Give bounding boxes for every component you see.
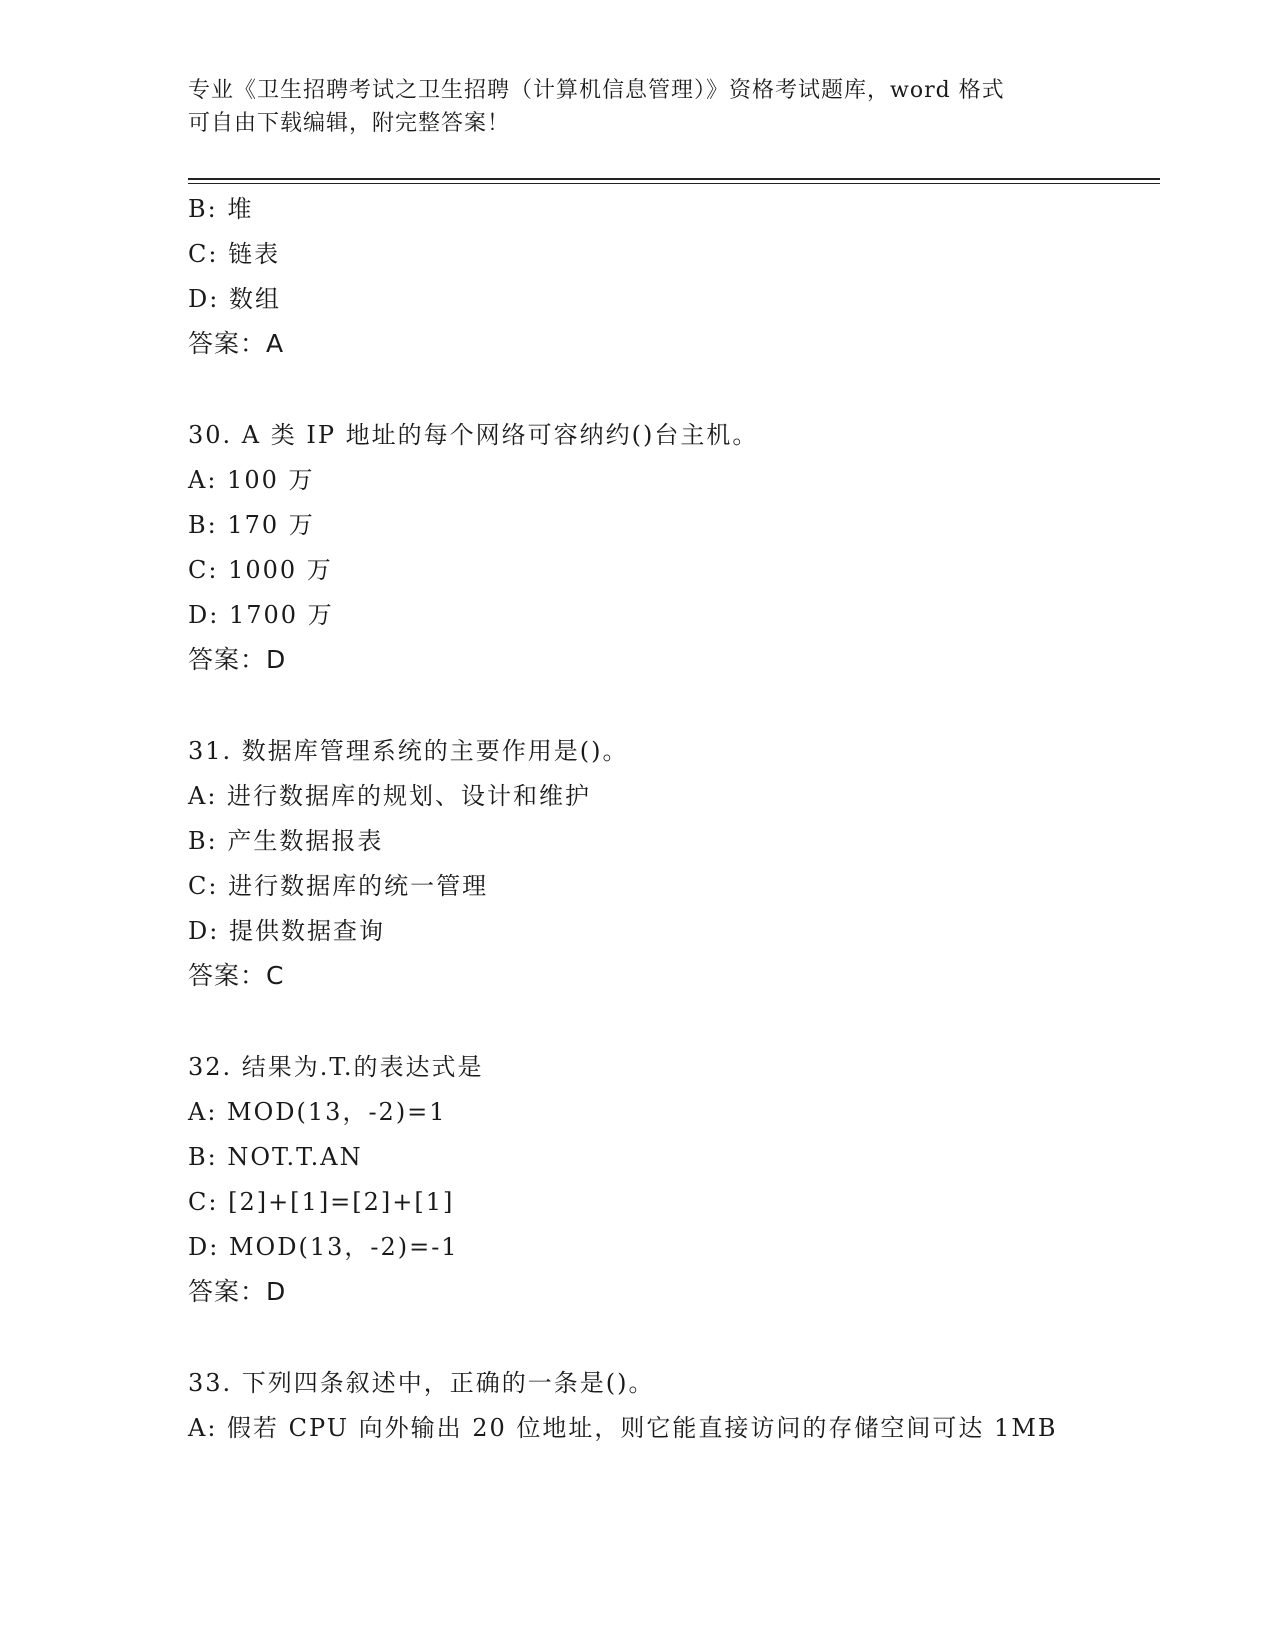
q30-option-b: B: 170 万 bbox=[188, 511, 315, 539]
header-line-2: 可自由下载编辑，附完整答案！ bbox=[188, 111, 511, 136]
q29-option-c: C: 链表 bbox=[188, 240, 281, 268]
q32-stem: 32. 结果为.T.的表达式是 bbox=[188, 1053, 484, 1081]
q32-option-c: C: [2]+[1]=[2]+[1] bbox=[188, 1188, 455, 1216]
q29-option-d: D: 数组 bbox=[188, 285, 281, 313]
q32-option-d: D: MOD(13，-2)=-1 bbox=[188, 1233, 459, 1261]
header-rule-thin bbox=[188, 183, 1160, 184]
q31-option-c: C: 进行数据库的统一管理 bbox=[188, 872, 489, 900]
q31-stem: 31. 数据库管理系统的主要作用是()。 bbox=[188, 737, 629, 765]
q31-option-a: A: 进行数据库的规划、设计和维护 bbox=[188, 782, 592, 810]
q33-option-a: A: 假若 CPU 向外输出 20 位地址，则它能直接访问的存储空间可达 1MB bbox=[188, 1414, 1058, 1442]
q33-stem: 33. 下列四条叙述中，正确的一条是()。 bbox=[188, 1369, 655, 1397]
q31-answer: 答案：C bbox=[188, 961, 285, 990]
q31-option-d: D: 提供数据查询 bbox=[188, 917, 385, 945]
q30-answer: 答案：D bbox=[188, 645, 287, 674]
q30-option-d: D: 1700 万 bbox=[188, 601, 334, 629]
q29-answer: 答案：A bbox=[188, 329, 285, 358]
q31-option-b: B: 产生数据报表 bbox=[188, 827, 384, 855]
q32-option-b: B: NOT.T.AN bbox=[188, 1143, 363, 1171]
document-header bbox=[188, 74, 1088, 140]
q30-stem: 30. A 类 IP 地址的每个网络可容纳约()台主机。 bbox=[188, 421, 759, 449]
header-line-1: 专业《卫生招聘考试之卫生招聘（计算机信息管理）》资格考试题库，word 格式 bbox=[188, 78, 1005, 103]
q30-option-c: C: 1000 万 bbox=[188, 556, 333, 584]
q29-option-b: B: 堆 bbox=[188, 195, 254, 223]
q30-option-a: A: 100 万 bbox=[188, 466, 315, 494]
header-rule-thick bbox=[188, 178, 1160, 180]
q32-answer: 答案：D bbox=[188, 1277, 287, 1306]
q32-option-a: A: MOD(13，-2)=1 bbox=[188, 1098, 447, 1126]
